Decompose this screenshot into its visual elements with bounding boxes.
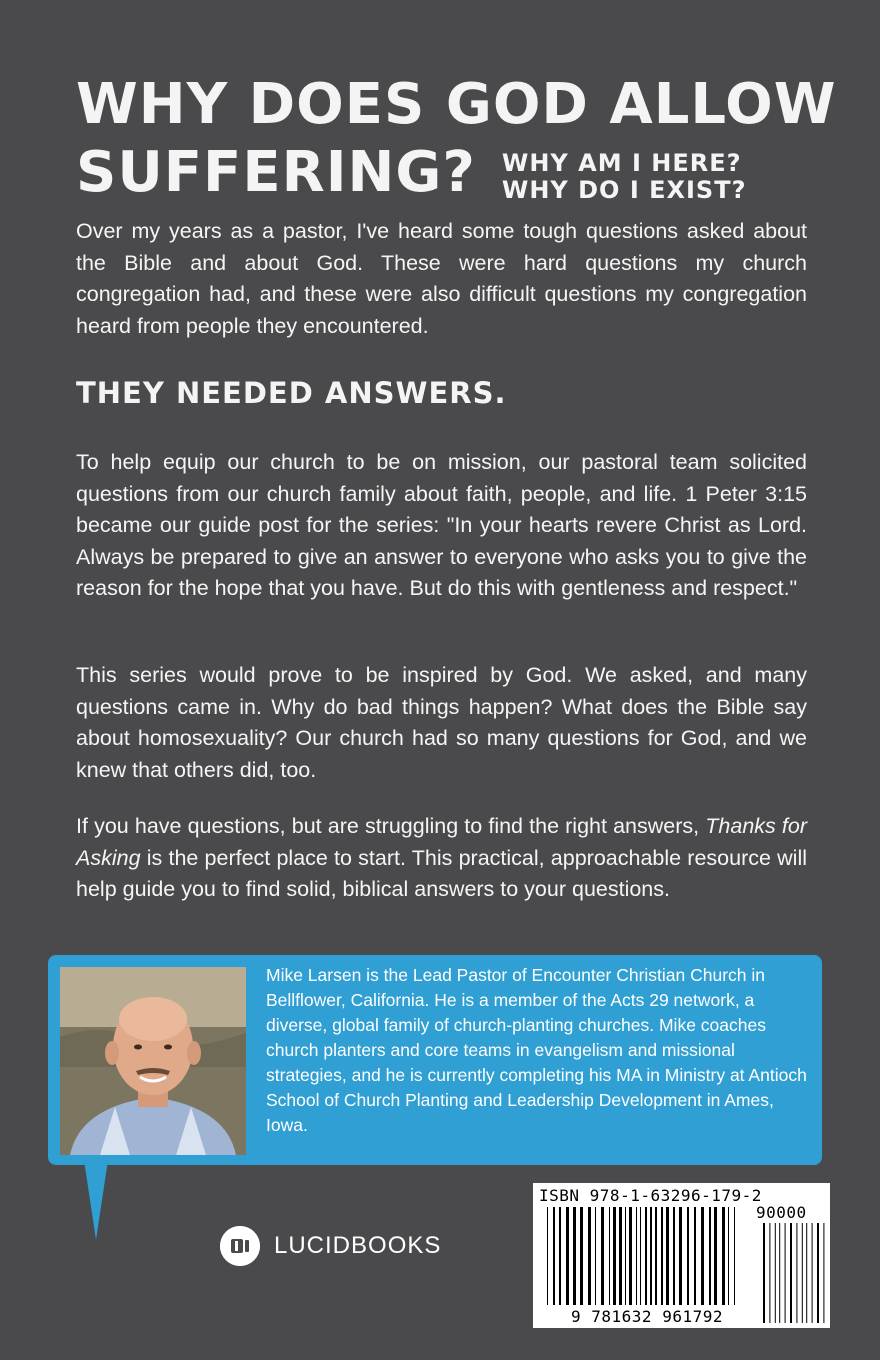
author-bio: Mike Larsen is the Lead Pastor of Encounter Christian Church in Bellflower, California. He is a member of the Acts 29 network, a diverse, global family of church-planting churches. Mike coaches church planters and core teams in evangelism and missional strategies, and he is currently completing his MA in Ministry at Antioch School of Church Planting and Leadership Development in Ames, Iowa. bbox=[266, 965, 807, 1135]
mission-paragraph: To help equip our church to be on mission, our pastoral team solicited questions from our church family about faith, people, and life. 1 Peter 3:15 became our guide post for the series: "In your hearts revere Christ as Lord. Always be prepared to give an answer to everyone who asks you to give the reason for the hope that you have. But do this with gentleness and respect." bbox=[76, 450, 807, 600]
author-bio-box bbox=[48, 955, 822, 1165]
closing-lead: If you have questions, but are struggling to find the right answers, bbox=[76, 814, 700, 838]
isbn-text: ISBN 978-1-63296-179-2 bbox=[539, 1186, 762, 1205]
book-title: Thanks for Asking bbox=[76, 814, 807, 870]
series-paragraph: This series would prove to be inspired by God. We asked, and many questions came in. Why do bad things happen? What does the Bible say about homosexuality? Our church had so many questions for God, and we knew that others did, too. bbox=[76, 663, 807, 782]
headline-subquestions bbox=[502, 150, 747, 204]
publisher-logo bbox=[220, 1226, 441, 1266]
headline bbox=[76, 72, 837, 206]
publisher-name: LUCIDBOOKS bbox=[274, 1232, 442, 1259]
lucidbooks-icon bbox=[220, 1226, 260, 1266]
closing-paragraph bbox=[76, 811, 807, 906]
subheading: THEY NEEDED ANSWERS. bbox=[76, 376, 507, 410]
price-code-text: 90000 bbox=[756, 1203, 807, 1222]
author-photo bbox=[60, 967, 246, 1155]
subquestion-2: WHY DO I EXIST? bbox=[501, 176, 747, 204]
barcode bbox=[533, 1183, 830, 1328]
headline-line-1: WHY DOES GOD ALLOW bbox=[76, 72, 837, 137]
closing-rest: is the perfect place to start. This practical, approachable resource will help guide you to find solid, biblical answers to your questions. bbox=[76, 845, 807, 901]
headline-line-2: SUFFERING? bbox=[76, 140, 476, 205]
subquestion-1: WHY AM I HERE? bbox=[501, 149, 742, 177]
intro-paragraph: Over my years as a pastor, I've heard some tough questions asked about the Bible and about God. These were hard questions my church congregation had, and these were also difficult questions my congregation heard from people they encountered. bbox=[76, 219, 807, 338]
speech-bubble-tail bbox=[84, 1160, 108, 1240]
ean-text: 9 781632 961792 bbox=[571, 1307, 723, 1326]
